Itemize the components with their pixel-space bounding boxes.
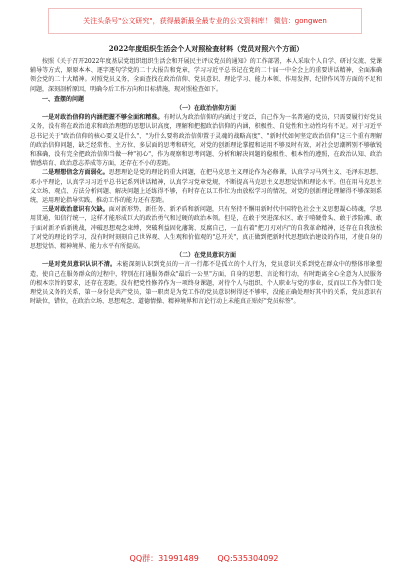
subsection-heading: （一）在政治信仰方面 <box>175 105 236 113</box>
paragraph-lead: 一是对党员意识认识不清。 <box>42 261 117 269</box>
paragraph-text: 未能深刻认识到党员的一言一行都不是孤立的个人行为，党员意识关系到党在群众中的整体形象塑造，使自己在服务群众的过程中，特别在打通服务群众"最后一公里"方面，自身的思想、言论和行动，有时距离全心全意为人民服务的根本宗旨的要求，还存在差距，没有把党性修养作为一项终身课题，对待个人与组织、个人职业与党的事业，反而以工作为借口处理党员义务的关系，第一身份是共产党员，第一职责是为党工作的党员意识树得还不够牢，没能正确处理好其中的关系，党员意识有时缺位，错位，在政治立场、思想观念、道德情操、精神境界和言论行动上未能真正贴好"党员标签"。 <box>30 261 382 306</box>
paragraph-lead: 三是对政治意识有欠缺。 <box>42 206 109 214</box>
intro-paragraph: 按照《关于召开2022年度基层党组织组织生活会和开展民主评议党员的通知》的工作部署，本人采取个人自学、研讨交流、党课辅导等方式，原原本本、逐字逐句学党的二十大报告和党章，学习习近平总书记在党的二十届一中全会上的重要讲话精神，全面准确领会党的二十大精神。对照党员义务，全面查找在政治信仰、党员意识、理论学习、能力本领、作用发挥、纪律作风等方面的不足和问题，深刻剖析原因，明确今后工作方向和目标措施，现对照检查如下。 <box>30 58 382 93</box>
paragraph-text: 有时认为政治信仰的内涵过于宽泛，自己作为一名普通的党员，只需要履行好党员义务，没有将在政治追求和政治理想的思想认识高度，理解和把握政治信仰的内涵，积极性、自觉性和主动性均有不足。对于习近平总书记关于"政治信仰的核心要义是什么"、"为什么要将政治信仰置于灵魂的战略高度"、"新时代如何坚定政治信仰"这三个重有理解的政治信仰问题，缺乏经常性、主方位、多层面的思考和研究，对党的创新理论掌握和运用不够及时有效，对社会思潮辨别不够敏锐和准确，没有完全把政治信仰当做一种"初心"，作为观察和思考问题、分析和解决问题的稳根性、根本性的遵照，在政治认知、政治情感培育、政治意志养成等方面，还存在不小的差距。 <box>30 114 382 168</box>
footer-contact <box>0 553 408 564</box>
document-title: 2022年度组织生活会个人对照检查材料（党员对照六个方面） <box>108 44 304 53</box>
qq-number: QQ:535304092 <box>217 554 279 563</box>
section-heading: 一、查摆的问题 <box>42 95 85 103</box>
header-banner: 关注头条号"公文研究"，获得最新最全最专业的公文资料库！ 微信：gongwen <box>48 8 362 34</box>
body-paragraph <box>30 113 382 168</box>
paragraph-lead: 二是理想信念方面弱化。 <box>42 169 109 177</box>
paragraph-text: 面对新形势、新任务、新矛盾和新问题，只有坚持不懈用新时代中国特色社会主义思想凝心铸魂，学思用贯通，知信行统一，这样才能形成巨大的政治勇气和过硬的政治本领。但是，在敢于突进深水区、敢于啃硬骨头、敢于涉险滩、敢于面对新矛盾新挑战，冲破思想观念束缚，突破利益固化藩篱、反腐自己，一直有着"把刀刃对内"的自我革命精神，还存在自我放松了对党的理论的学习，没有时时刻刻自己世界观、人生观和价值观的"总开关"，真正做到把新时代思想政治建设的作用，才使自身的思想觉悟、精神境界、能力水平有所提高。 <box>30 206 382 251</box>
paragraph-lead: 一是对政治信仰的内涵把握不够全面和精准。 <box>42 114 164 122</box>
body-paragraph <box>30 205 382 251</box>
subsection-heading: （二）在党员意识方面 <box>175 252 236 260</box>
qq-group: QQ群：31991489 <box>129 554 199 563</box>
body-paragraph <box>30 168 382 205</box>
paragraph-text: 思想理论是党的理论的重大问题，在把马克思主义理论作为必修课，认真学习马列主义、毛泽东思想、邓小平理论，认真学习习近平总书记系列讲话精神，认真学习党章党规，不断提高马克思主义思想觉悟和理论水平。但在用马克思主义立场、观点、方法分析问题、解决问题上还练得不够，有时存在以工作忙为由放松学习的情况，对党的创新理论理解得不够深刻系统，运用理论指导实践、推动工作的能力还有差距。 <box>30 169 382 205</box>
body-paragraph <box>30 260 382 306</box>
document-page <box>30 38 382 543</box>
